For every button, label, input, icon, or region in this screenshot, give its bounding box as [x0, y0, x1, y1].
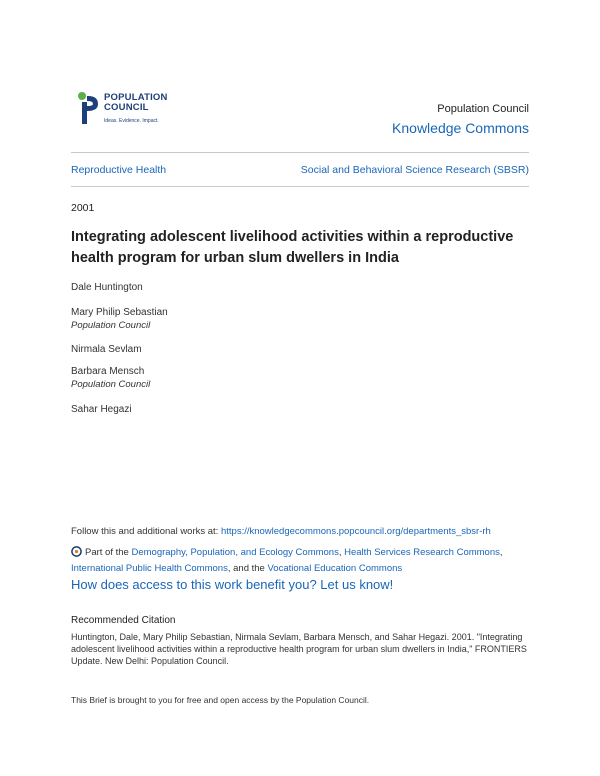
collection-url-link[interactable]: https://knowledgecommons.popcouncil.org/departments_sbsr-rh: [220, 526, 491, 537]
commons-link-vocational[interactable]: Vocational Education Commons: [267, 563, 403, 574]
author-name: Barbara Mensch: [71, 366, 145, 377]
top-divider: [71, 152, 529, 153]
commons-link-health-services[interactable]: Health Services Research Commons: [344, 547, 500, 558]
separator: ,: [499, 547, 503, 558]
logo-text-line1: POPULATION: [104, 92, 168, 103]
separator: ,: [338, 547, 345, 558]
separator: , and the: [227, 563, 268, 574]
bottom-divider: [71, 186, 529, 187]
author-name: Sahar Hegazi: [71, 404, 132, 415]
author-affiliation: Population Council: [71, 320, 151, 331]
open-access-icon: [71, 546, 82, 557]
commons-link-demography[interactable]: Demography, Population, and Ecology Commons: [131, 547, 339, 558]
category-link-left[interactable]: Reproductive Health: [71, 164, 167, 176]
repository-link[interactable]: Knowledge Commons: [392, 120, 529, 136]
author-name: Mary Philip Sebastian: [71, 307, 168, 318]
part-of-prefix: Part of the: [85, 547, 132, 558]
access-footer: This Brief is brought to you for free and open access by the Population Council.: [71, 695, 370, 705]
author-name: Nirmala Sevlam: [71, 344, 142, 355]
logo-tagline: Ideas. Evidence. Impact.: [104, 118, 159, 124]
benefit-feedback-link[interactable]: How does access to this work benefit you? Let us know!: [71, 577, 394, 592]
recommended-citation-text: Huntington, Dale, Mary Philip Sebastian, Nirmala Sevlam, Barbara Mensch, and Sahar Hegazi. 2001. "Integrating adolescent livelihood activities within a reproductive health program for urban slum dwellers in India," FRONTIERS Update. New Delhi: Population Council.: [71, 632, 527, 666]
follow-prefix: Follow this and additional works at:: [71, 526, 221, 537]
org-name: Population Council: [437, 103, 529, 115]
recommended-citation-heading: Recommended Citation: [71, 615, 176, 626]
part-of-line: [71, 545, 541, 577]
publication-year: 2001: [71, 202, 95, 214]
commons-link-public-health[interactable]: International Public Health Commons: [71, 563, 228, 574]
author-name: Dale Huntington: [71, 282, 143, 293]
category-link-right[interactable]: Social and Behavioral Science Research (SBSR): [300, 164, 529, 176]
document-title: Integrating adolescent livelihood activities within a reproductive health program for urban slum dwellers in India: [71, 229, 514, 266]
follow-line: [71, 526, 541, 537]
author-affiliation: Population Council: [71, 379, 151, 390]
logo-mark-icon: [76, 90, 102, 126]
logo-text-line2: COUNCIL: [104, 102, 149, 113]
